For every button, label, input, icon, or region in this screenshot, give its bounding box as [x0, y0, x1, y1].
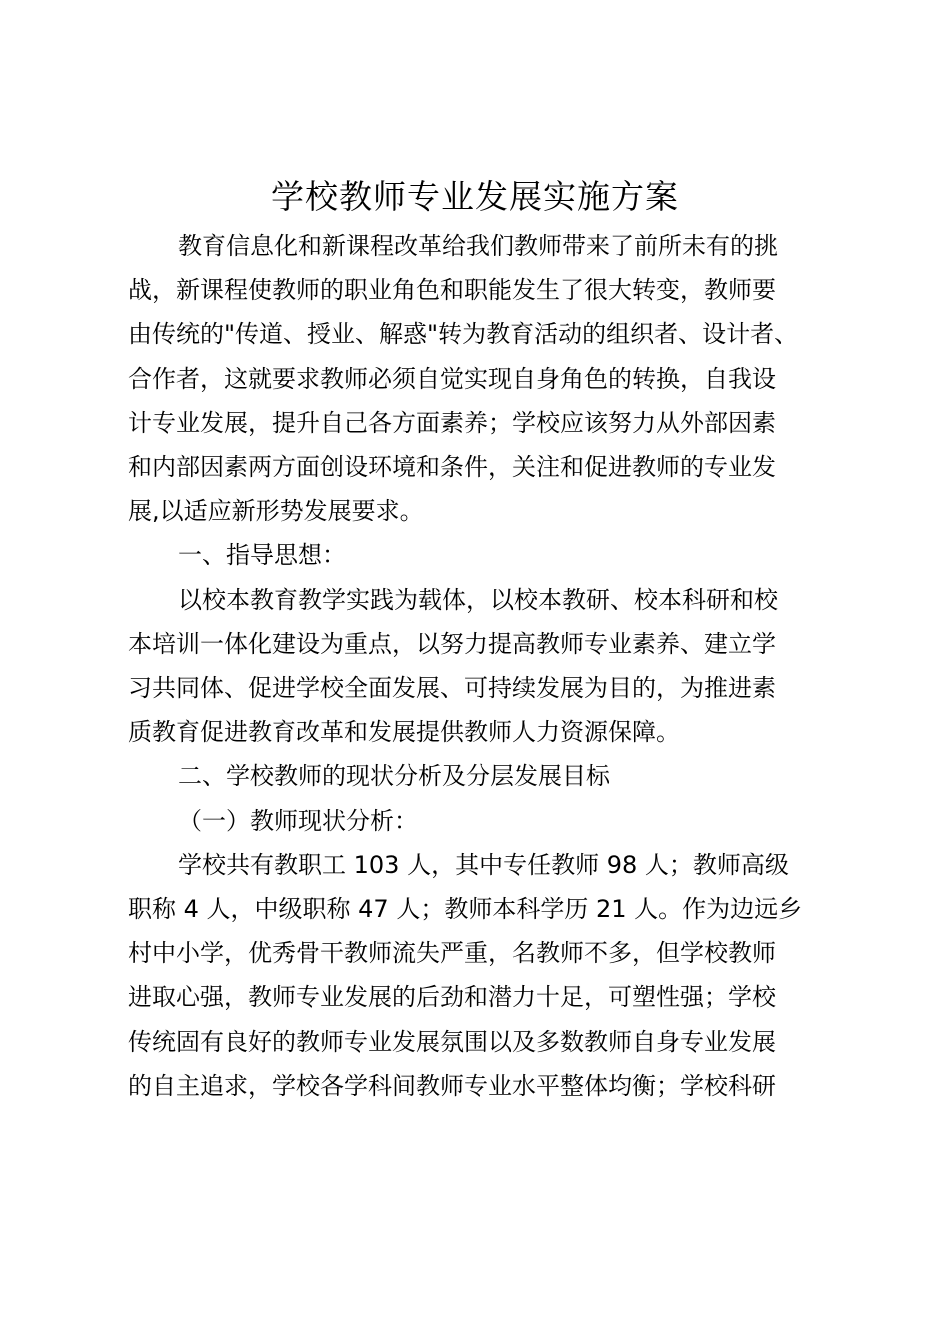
text-line: 村中小学，优秀骨干教师流失严重，名教师不多，但学校教师: [128, 939, 776, 968]
text-line: 由传统的"传道、授业、解惑"转为教育活动的组织者、设计者、: [128, 320, 799, 349]
text-line: 二、学校教师的现状分析及分层发展目标: [178, 762, 610, 791]
text-line: 展,以适应新形势发展要求。: [128, 497, 424, 526]
status-analysis-paragraph: [128, 843, 848, 1108]
text-line: 的自主追求，学校各学科间教师专业水平整体均衡；学校科研: [128, 1071, 776, 1100]
text-line: 计专业发展，提升自己各方面素养；学校应该努力从外部因素: [128, 408, 776, 437]
document-title: 学校教师专业发展实施方案: [271, 177, 679, 216]
guiding-ideology-paragraph: [128, 578, 848, 755]
text-line: 战，新课程使教师的职业角色和职能发生了很大转变，教师要: [128, 276, 776, 305]
text-line: （一）教师现状分析：: [178, 806, 418, 835]
text-line: 职称 4 人，中级职称 47 人；教师本科学历 21 人。作为边远乡: [128, 895, 803, 924]
text-line: 合作者，这就要求教师必须自觉实现自身角色的转换，自我设: [128, 364, 776, 393]
document-body: [128, 224, 848, 1108]
text-line: 传统固有良好的教师专业发展氛围以及多数教师自身专业发展: [128, 1027, 776, 1056]
text-line: 进取心强，教师专业发展的后劲和潜力十足，可塑性强；学校: [128, 983, 776, 1012]
text-line: 学校共有教职工 103 人，其中专任教师 98 人；教师高级: [178, 850, 789, 879]
text-line: 本培训一体化建设为重点，以努力提高教师专业素养、建立学: [128, 629, 776, 658]
text-line: 质教育促进教育改革和发展提供教师人力资源保障。: [128, 718, 680, 747]
subsection-heading: [128, 799, 848, 843]
text-line: 以校本教育教学实践为载体，以校本教研、校本科研和校: [178, 585, 778, 614]
text-line: 一、指导思想：: [178, 541, 346, 570]
text-line: 习共同体、促进学校全面发展、可持续发展为目的，为推进素: [128, 674, 776, 703]
intro-paragraph: [128, 224, 848, 533]
text-line: 和内部因素两方面创设环境和条件，关注和促进教师的专业发: [128, 453, 776, 482]
text-line: 教育信息化和新课程改革给我们教师带来了前所未有的挑: [178, 232, 778, 260]
section-heading: [128, 533, 848, 577]
section-heading: [128, 754, 848, 798]
